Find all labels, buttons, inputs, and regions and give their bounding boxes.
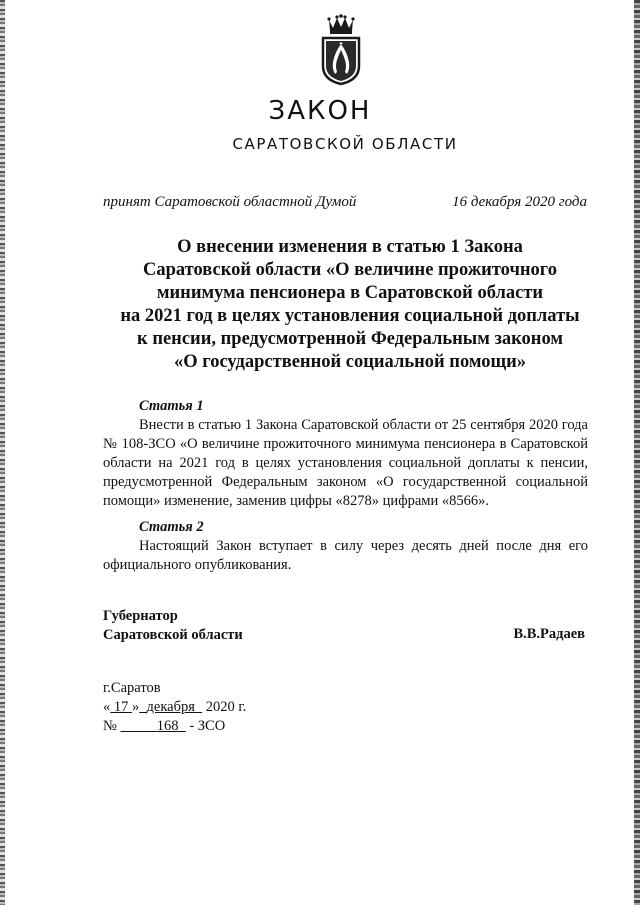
date-year: 2020 г. — [205, 699, 247, 715]
number-sign: № — [103, 718, 117, 734]
date-open-quote: « — [103, 699, 111, 715]
signatory-name: В.В.Радаев — [513, 626, 585, 642]
article-2-heading: Статья 2 — [139, 519, 204, 535]
law-title-line: к пенсии, предусмотренной Федеральным законом — [137, 329, 563, 349]
number-value: 168 — [156, 718, 179, 734]
article-2-text: Настоящий Закон вступает в силу через десять дней после дня его официального опубликования. — [103, 538, 588, 573]
date-month — [139, 699, 202, 715]
date-month-value: декабря — [146, 699, 195, 715]
law-number — [103, 717, 246, 736]
law-title-line: «О государственной социальной помощи» — [174, 352, 526, 372]
adoption-date: 16 декабря 2020 года — [452, 194, 587, 210]
article-1-text: Внести в статью 1 Закона Саратовской области от 25 сентября 2020 года № 108-ЗСО «О величине прожиточного минимума пенсионера в Саратовской области на 2021 год в целях установления социальной доплаты к пенсии, предусмотренной Федеральным законом «О государственной социальной помощи» изменение, заменив цифры «8278» цифрами «8566». — [103, 417, 588, 509]
document-title: ЗАКОН — [268, 96, 372, 126]
saratov-coat-of-arms-icon — [319, 14, 363, 86]
signatory-title — [103, 607, 243, 645]
sign-date — [103, 698, 246, 717]
signatory-title-line: Саратовской области — [103, 627, 243, 643]
document-subtitle: САРАТОВСКОЙ ОБЛАСТИ — [232, 135, 458, 153]
city: г.Саратов — [103, 680, 161, 696]
law-title-line: О внесении изменения в статью 1 Закона — [177, 237, 523, 257]
place-date-number — [103, 679, 246, 736]
law-title-line: на 2021 год в целях установления социальной доплаты — [120, 306, 580, 326]
law-title — [60, 236, 640, 374]
date-day — [110, 699, 132, 715]
signatory-title-line: Губернатор — [103, 608, 178, 624]
article-1-heading: Статья 1 — [139, 398, 204, 414]
adopted-by: принят Саратовской областной Думой — [103, 194, 357, 210]
number-field — [120, 718, 185, 734]
law-title-line: Саратовской области «О величине прожиточного — [143, 260, 557, 280]
number-suffix: - ЗСО — [189, 718, 226, 734]
law-title-line: минимума пенсионера в Саратовской области — [156, 283, 544, 303]
date-day-value: 17 — [113, 699, 129, 715]
date-close-quote: » — [132, 699, 140, 715]
